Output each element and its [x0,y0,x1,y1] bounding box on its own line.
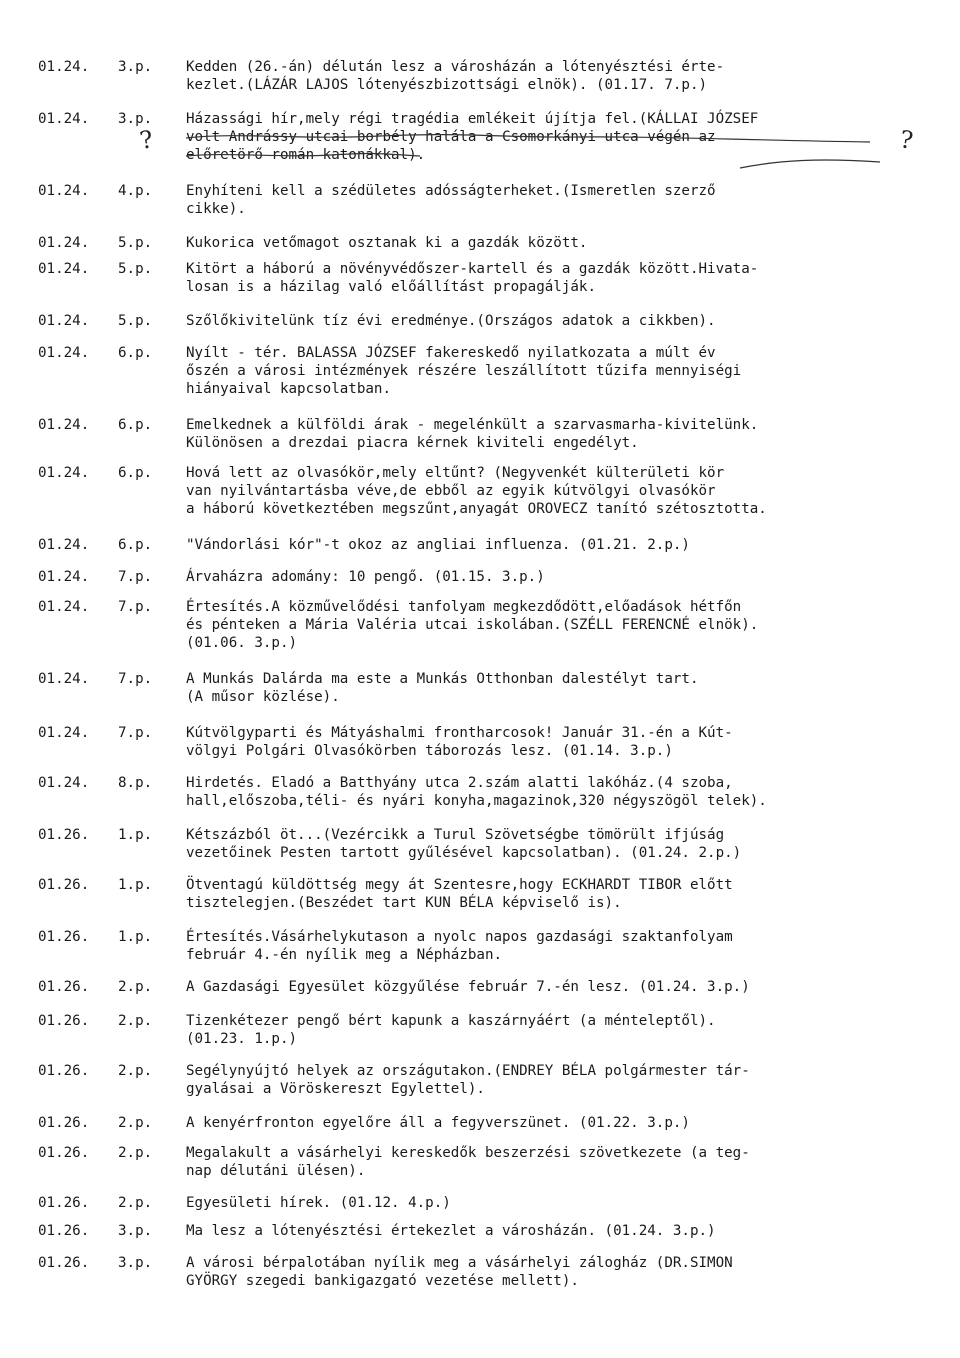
entry-page: 3.p. [118,59,153,75]
entry-text [186,876,926,912]
entry-text [186,724,926,760]
entry-text-line: völgyi Polgári Olvasókörben táborozás lesz. (01.14. 3.p.) [186,743,673,759]
entry-date: 01.24. [38,261,90,277]
entry-text-line: A városi bérpalotában nyílik meg a vásárhelyi zálogház (DR.SIMON [186,1255,733,1271]
entry-date: 01.24. [38,345,90,361]
entry-text-line: Hirdetés. Eladó a Batthyány utca 2.szám alatti lakóház.(4 szoba, [186,775,733,791]
entry-date: 01.24. [38,417,90,433]
entry-page: 2.p. [118,1145,153,1161]
entry-text-line: (01.06. 3.p.) [186,635,298,651]
entry-date: 01.24. [38,313,90,329]
entry-text-line: február 4.-én nyílik meg a Népházban. [186,947,503,963]
entry-text-line: Tizenkétezer pengő bért kapunk a kaszárnyáért (a ménteleptől). [186,1013,716,1029]
entry-text-line: volt Andrássy utcai borbély halála a Csomorkányi utca végén az [186,129,716,145]
entry-text-line: (01.23. 1.p.) [186,1031,298,1047]
entry-text-line: hiányaival kapcsolatban. [186,381,391,397]
entry-text [186,1062,926,1098]
entry-text [186,182,926,218]
entry-text [186,1222,926,1240]
entry-page: 2.p. [118,1063,153,1079]
entry-text-line: (A műsor közlése). [186,689,340,705]
entry-text-line: hall,előszoba,téli- és nyári konyha,magazinok,320 négyszögöl telek). [186,793,767,809]
entry-text-line: Hová lett az olvasókör,mely eltűnt? (Negyvenkét külterületi kör [186,465,725,481]
entry-page: 3.p. [118,1255,153,1271]
right-margin-question-mark: ? [898,125,915,155]
entry-text-line: Emelkednek a külföldi árak - megelénkült a szarvasmarha-kivitelünk. [186,417,759,433]
entry-date: 01.26. [38,1195,90,1211]
entry-text [186,58,926,94]
entry-text-line: "Vándorlási kór"-t okoz az angliai influenza. (01.21. 2.p.) [186,537,690,553]
entry-text [186,344,926,398]
entry-text-line: kezlet.(LÁZÁR LAJOS lótenyészbizottsági elnök). (01.17. 7.p.) [186,77,708,93]
entry-text-line: Ötventagú küldöttség megy át Szentesre,hogy ECKHARDT TIBOR előtt [186,877,733,893]
entry-text [186,110,926,164]
entry-page: 6.p. [118,465,153,481]
entry-text [186,1012,926,1048]
entry-text-line: tisztelegjen.(Beszédet tart KUN BÉLA képviselő is). [186,895,622,911]
entry-date: 01.26. [38,979,90,995]
entry-date: 01.26. [38,1115,90,1131]
entry-text-line: gyalásai a Vöröskereszt Egylettel). [186,1081,485,1097]
entry-text [186,598,926,652]
entry-date: 01.24. [38,537,90,553]
entry-date: 01.24. [38,775,90,791]
entry-text-line: Különösen a drezdai piacra kérnek kiviteli engedélyt. [186,435,639,451]
entry-page: 2.p. [118,1013,153,1029]
entry-text [186,1254,926,1290]
entry-text-line: A Munkás Dalárda ma este a Munkás Otthonban dalestélyt tart. [186,671,699,687]
entry-date: 01.26. [38,1223,90,1239]
entry-text-line: A kenyérfronton egyelőre áll a fegyverszünet. (01.22. 3.p.) [186,1115,690,1131]
entry-text [186,260,926,296]
entry-page: 7.p. [118,671,153,687]
entry-text-line: Segélynyújtó helyek az országutakon.(ENDREY BÉLA polgármester tár- [186,1063,750,1079]
entry-text-line: Kitört a háború a növényvédőszer-kartell és a gazdák között.Hivata- [186,261,759,277]
entry-date: 01.24. [38,599,90,615]
entry-text [186,1114,926,1132]
entry-text-line: Megalakult a vásárhelyi kereskedők beszerzési szövetkezete (a teg- [186,1145,750,1161]
entry-page: 6.p. [118,537,153,553]
entry-page: 3.p. [118,111,153,127]
entry-text-line: Nyílt - tér. BALASSA JÓZSEF fakereskedő nyilatkozata a múlt év [186,345,716,361]
entry-text-line: Értesítés.A közművelődési tanfolyam megkezdődött,előadások hétfőn [186,599,742,615]
entry-text-line: vezetőinek Pesten tartott gyűlésével kapcsolatban). (01.24. 2.p.) [186,845,742,861]
entry-text [186,928,926,964]
entry-page: 7.p. [118,599,153,615]
entry-page: 1.p. [118,877,153,893]
entry-text [186,536,926,554]
entry-text-line: és pénteken a Mária Valéria utcai iskolában.(SZÉLL FERENCNÉ elnök). [186,617,759,633]
entry-text-line: GYÖRGY szegedi bankigazgató vezetése mellett). [186,1273,579,1289]
entry-text [186,1144,926,1180]
entry-text [186,774,926,810]
entry-page: 5.p. [118,235,153,251]
entry-text-line: Értesítés.Vásárhelykutason a nyolc napos gazdasági szaktanfolyam [186,929,733,945]
entry-text-line: Kukorica vetőmagot osztanak ki a gazdák között. [186,235,588,251]
entry-date: 01.26. [38,1145,90,1161]
entry-text-line: Enyhíteni kell a szédületes adósságterheket.(Ismeretlen szerző [186,183,716,199]
entry-text [186,416,926,452]
entry-text [186,670,926,706]
entry-page: 1.p. [118,929,153,945]
entry-text-line: Kedden (26.-án) délután lesz a városházán a lótenyésztési érte- [186,59,725,75]
entry-date: 01.24. [38,569,90,585]
entry-date: 01.26. [38,1013,90,1029]
entry-text-line: őszén a városi intézmények részére leszállított tűzifa mennyiségi [186,363,742,379]
left-margin-question-mark: ? [137,125,156,155]
entry-date: 01.26. [38,877,90,893]
entry-date: 01.24. [38,725,90,741]
entry-date: 01.24. [38,183,90,199]
entry-text-line: előretörő román katonákkal). [186,147,426,163]
entry-text [186,826,926,862]
entry-text-line: nap délutáni ülésen). [186,1163,366,1179]
entry-page: 8.p. [118,775,153,791]
entry-page: 2.p. [118,979,153,995]
entry-page: 6.p. [118,417,153,433]
entry-page: 2.p. [118,1115,153,1131]
entry-date: 01.26. [38,929,90,945]
entry-page: 6.p. [118,345,153,361]
entry-date: 01.26. [38,827,90,843]
entry-text-line: losan is a házilag való előállítást propagálják. [186,279,596,295]
entry-text [186,464,926,518]
entry-date: 01.24. [38,465,90,481]
entry-date: 01.24. [38,59,90,75]
entry-text-line: Kétszázból öt...(Vezércikk a Turul Szövetségbe tömörült ifjúság [186,827,725,843]
entry-text-line: cikke). [186,201,246,217]
entry-text-line: Árvaházra adomány: 10 pengő. (01.15. 3.p.) [186,569,545,585]
entry-date: 01.24. [38,111,90,127]
entry-text-line: Kútvölgyparti és Mátyáshalmi frontharcosok! Január 31.-én a Kút- [186,725,733,741]
entry-page: 2.p. [118,1195,153,1211]
entry-text-line: a háború következtében megszűnt,anyagát OROVECZ tanító szétosztotta. [186,501,767,517]
entry-date: 01.24. [38,235,90,251]
entry-date: 01.24. [38,671,90,687]
entry-text-line: Egyesületi hírek. (01.12. 4.p.) [186,1195,451,1211]
entry-page: 3.p. [118,1223,153,1239]
entry-date: 01.26. [38,1255,90,1271]
entry-date: 01.26. [38,1063,90,1079]
entry-page: 7.p. [118,569,153,585]
entry-page: 4.p. [118,183,153,199]
entry-text-line: Házassági hír,mely régi tragédia emlékeit újítja fel.(KÁLLAI JÓZSEF [186,111,759,127]
entry-text [186,234,926,252]
entry-page: 5.p. [118,261,153,277]
entry-text-line: A Gazdasági Egyesület közgyűlése február 7.-én lesz. (01.24. 3.p.) [186,979,750,995]
entry-page: 1.p. [118,827,153,843]
entry-text-line: Szőlőkivitelünk tíz évi eredménye.(Országos adatok a cikkben). [186,313,716,329]
entry-text [186,978,926,996]
entry-text-line: Ma lesz a lótenyésztési értekezlet a városházán. (01.24. 3.p.) [186,1223,716,1239]
entry-text [186,312,926,330]
entry-page: 7.p. [118,725,153,741]
entry-text [186,568,926,586]
entry-text-line: van nyilvántartásba véve,de ebből az egyik kútvölgyi olvasókör [186,483,716,499]
entry-text [186,1194,926,1212]
entry-page: 5.p. [118,313,153,329]
